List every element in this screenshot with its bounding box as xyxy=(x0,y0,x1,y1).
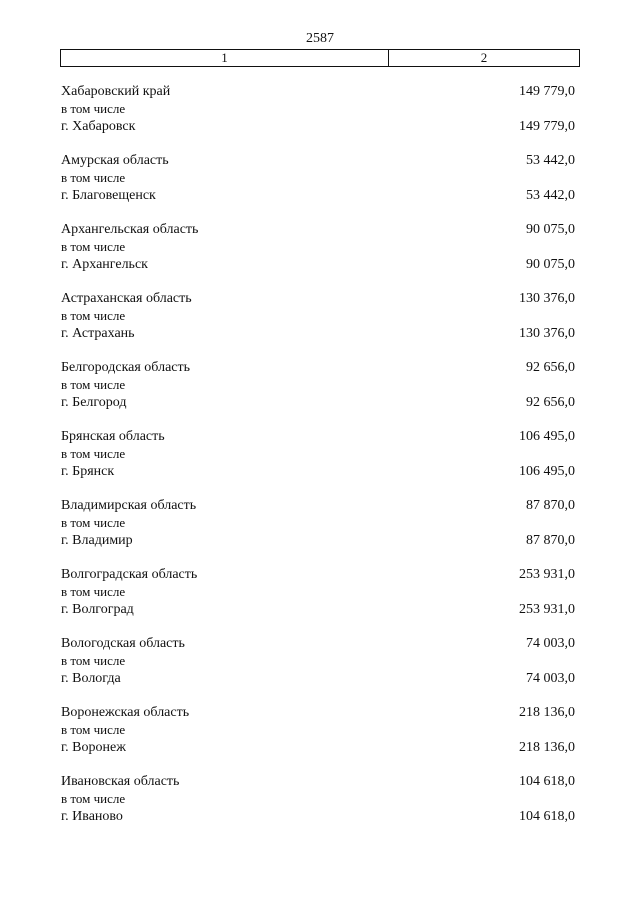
city-value: 149 779,0 xyxy=(519,119,575,134)
city-value: 87 870,0 xyxy=(526,533,575,548)
page-number: 2587 xyxy=(306,31,334,46)
sub-label: в том числе xyxy=(61,239,126,254)
region-name: Воронежская область xyxy=(61,705,190,720)
region-name: Астраханская область xyxy=(61,291,192,306)
region-entry xyxy=(61,152,575,221)
region-name: Амурская область xyxy=(61,153,169,168)
city-value: 74 003,0 xyxy=(526,671,575,686)
city-name: г. Воронеж xyxy=(61,740,126,755)
city-value: 253 931,0 xyxy=(519,602,575,617)
sub-label: в том числе xyxy=(61,584,126,599)
region-value: 218 136,0 xyxy=(519,705,575,720)
column-header-table xyxy=(60,49,580,67)
region-entry xyxy=(61,773,575,842)
city-name: г. Астрахань xyxy=(61,326,135,341)
city-value: 218 136,0 xyxy=(519,740,575,755)
city-value: 90 075,0 xyxy=(526,257,575,272)
region-value: 90 075,0 xyxy=(526,222,575,237)
region-entry xyxy=(61,221,575,290)
sub-label: в том числе xyxy=(61,515,126,530)
region-value: 87 870,0 xyxy=(526,498,575,513)
sub-label: в том числе xyxy=(61,308,126,323)
column-header-1: 1 xyxy=(61,50,389,66)
region-name: Белгородская область xyxy=(61,360,191,375)
region-value: 106 495,0 xyxy=(519,429,575,444)
sub-label: в том числе xyxy=(61,101,126,116)
region-value: 253 931,0 xyxy=(519,567,575,582)
city-name: г. Благовещенск xyxy=(61,188,156,203)
region-name: Вологодская область xyxy=(61,636,185,651)
city-name: г. Архангельск xyxy=(61,257,148,272)
region-value: 53 442,0 xyxy=(526,153,575,168)
region-name: Архангельская область xyxy=(61,222,199,237)
region-name: Ивановская область xyxy=(61,774,180,789)
region-entry xyxy=(61,83,575,152)
city-name: г. Белгород xyxy=(61,395,127,410)
city-name: г. Брянск xyxy=(61,464,115,479)
region-name: Брянская область xyxy=(61,429,165,444)
city-value: 92 656,0 xyxy=(526,395,575,410)
region-entry xyxy=(61,359,575,428)
region-entry xyxy=(61,566,575,635)
region-name: Волгоградская область xyxy=(61,567,198,582)
region-entry xyxy=(61,290,575,359)
region-value: 104 618,0 xyxy=(519,774,575,789)
column-header-2: 2 xyxy=(480,50,488,65)
region-value: 130 376,0 xyxy=(519,291,575,306)
sub-label: в том числе xyxy=(61,791,126,806)
sub-label: в том числе xyxy=(61,446,126,461)
region-value: 149 779,0 xyxy=(519,84,575,99)
city-name: г. Владимир xyxy=(61,533,133,548)
region-name: Хабаровский край xyxy=(61,84,171,99)
city-value: 104 618,0 xyxy=(519,809,575,824)
sub-label: в том числе xyxy=(61,170,126,185)
city-name: г. Хабаровск xyxy=(61,119,136,134)
city-name: г. Иваново xyxy=(61,809,123,824)
region-entries-list xyxy=(61,83,575,842)
sub-label: в том числе xyxy=(61,377,126,392)
city-name: г. Вологда xyxy=(61,671,121,686)
region-entry xyxy=(61,635,575,704)
region-value: 74 003,0 xyxy=(526,636,575,651)
city-value: 53 442,0 xyxy=(526,188,575,203)
region-entry xyxy=(61,497,575,566)
region-entry xyxy=(61,704,575,773)
region-value: 92 656,0 xyxy=(526,360,575,375)
city-name: г. Волгоград xyxy=(61,602,134,617)
city-value: 130 376,0 xyxy=(519,326,575,341)
region-entry xyxy=(61,428,575,497)
sub-label: в том числе xyxy=(61,722,126,737)
city-value: 106 495,0 xyxy=(519,464,575,479)
region-name: Владимирская область xyxy=(61,498,197,513)
sub-label: в том числе xyxy=(61,653,126,668)
